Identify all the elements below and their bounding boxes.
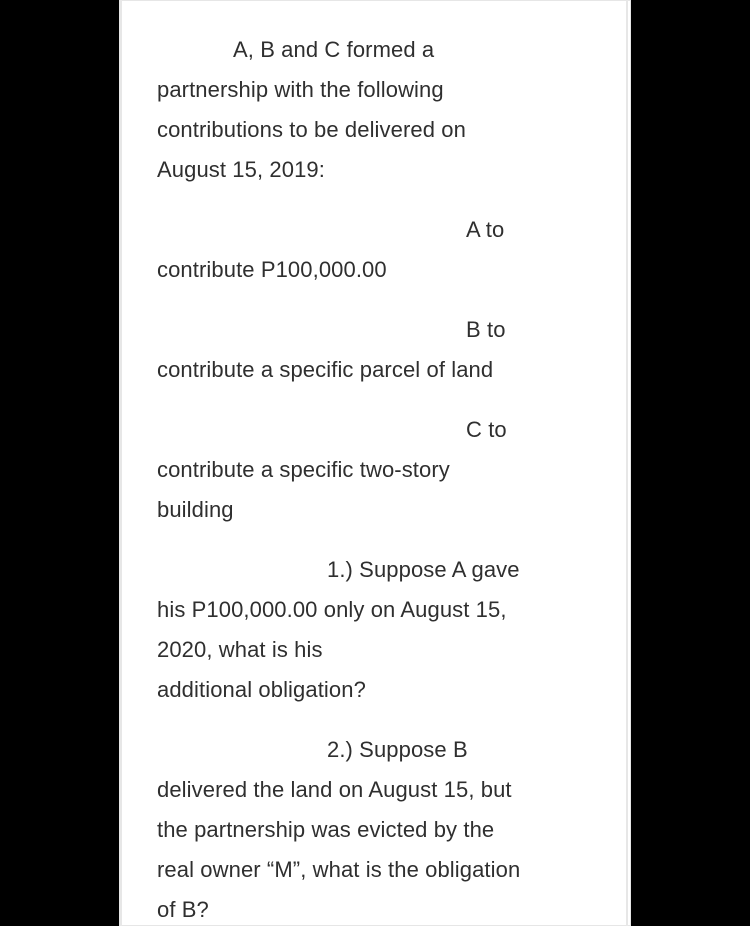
contribution-c-text-line-1: contribute a specific two-story	[157, 457, 450, 482]
contribution-c-lead: C to	[466, 417, 507, 442]
contribution-b-text: contribute a specific parcel of land	[157, 357, 494, 382]
page-left-border	[120, 0, 122, 926]
contribution-a-lead: A to	[466, 217, 505, 242]
intro-line-4: August 15, 2019:	[157, 157, 325, 182]
question-2-line-2: delivered the land on August 15, but	[157, 777, 512, 802]
question-1-line-4: additional obligation?	[157, 677, 366, 702]
question-1-line-3: 2020, what is his	[157, 637, 323, 662]
question-2-line-5: of B?	[157, 897, 209, 922]
contribution-c-text-line-2: building	[157, 497, 234, 522]
question-2-line-4: real owner “M”, what is the obligation	[157, 857, 521, 882]
intro-line-2: partnership with the following	[157, 77, 444, 102]
question-2-line-1: 2.) Suppose B	[327, 737, 468, 762]
question-1-line-2: his P100,000.00 only on August 15,	[157, 597, 507, 622]
intro-line-1: A, B and C formed a	[233, 37, 435, 62]
question-1-line-1: 1.) Suppose A gave	[327, 557, 520, 582]
page-right-border	[626, 0, 628, 926]
contribution-b-lead: B to	[466, 317, 506, 342]
question-2-line-3: the partnership was evicted by the	[157, 817, 495, 842]
contribution-a-text: contribute P100,000.00	[157, 257, 387, 282]
intro-line-3: contributions to be delivered on	[157, 117, 466, 142]
